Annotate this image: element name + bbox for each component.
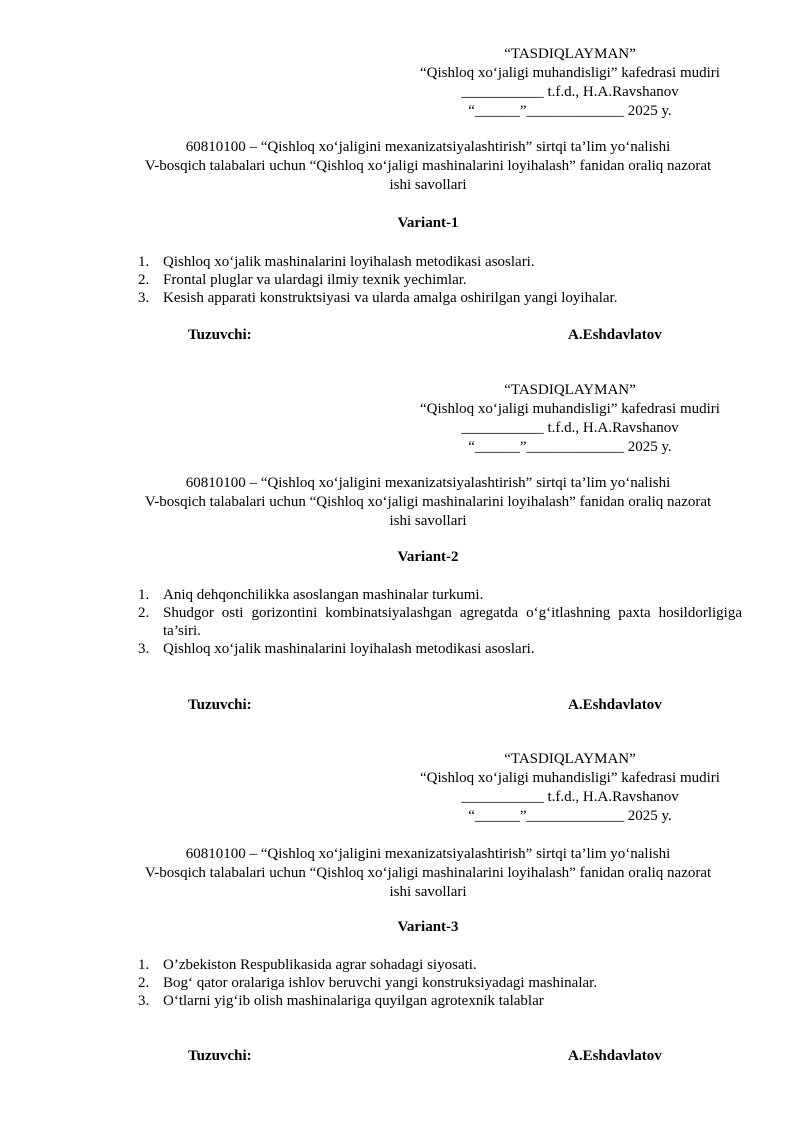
question-item: 1. Aniq dehqonchilikka asoslangan mashinalar turkumi. bbox=[138, 587, 484, 603]
question-text: Frontal pluglar va ulardagi ilmiy texnik yechimlar. bbox=[163, 272, 467, 288]
approval-date-line: “______”_____________ 2025 y. bbox=[468, 439, 672, 455]
signature-name: A.Eshdavlatov bbox=[568, 1048, 662, 1064]
approval-title: “TASDIQLAYMAN” bbox=[504, 46, 636, 62]
topic-line-1: 60810100 – “Qishloq xo‘jaligini mexanizatsiyalashtirish” sirtqi ta’lim yo‘nalishi bbox=[185, 139, 671, 155]
question-list bbox=[116, 956, 742, 1010]
question-text: Qishloq xo‘jalik mashinalarini loyihalash metodikasi asoslari. bbox=[163, 254, 535, 270]
signature-name: A.Eshdavlatov bbox=[568, 327, 662, 343]
topic-line-3: ishi savollari bbox=[389, 513, 467, 529]
topic-line-2: V-bosqich talabalari uchun “Qishloq xo‘jaligi mashinalarini loyihalash” fanidan oraliq nazorat bbox=[144, 865, 712, 881]
exam-topic bbox=[110, 845, 746, 902]
exam-topic bbox=[110, 138, 746, 195]
question-text: Bog‘ qator oralariga ishlov beruvchi yangi konstruksiyadagi mashinalar. bbox=[163, 975, 598, 991]
question-item: 3. Qishloq xo‘jalik mashinalarini loyihalash metodikasi asoslari. bbox=[138, 641, 535, 657]
topic-line-1: 60810100 – “Qishloq xo‘jaligini mexanizatsiyalashtirish” sirtqi ta’lim yo‘nalishi bbox=[185, 475, 671, 491]
approval-block bbox=[380, 45, 760, 121]
question-item: 1. Qishloq xo‘jalik mashinalarini loyihalash metodikasi asoslari. bbox=[138, 254, 535, 270]
approval-signature-line: ___________ t.f.d., H.A.Ravshanov bbox=[461, 420, 679, 436]
approval-title: “TASDIQLAYMAN” bbox=[504, 382, 636, 398]
topic-line-1: 60810100 – “Qishloq xo‘jaligini mexanizatsiyalashtirish” sirtqi ta’lim yo‘nalishi bbox=[185, 846, 671, 862]
question-item: 2. Bog‘ qator oralariga ishlov beruvchi yangi konstruksiyadagi mashinalar. bbox=[138, 975, 598, 991]
question-text: O’zbekiston Respublikasida agrar sohadagi siyosati. bbox=[163, 957, 477, 973]
signature-label: Tuzuvchi: bbox=[188, 1048, 252, 1064]
variant-title: Variant-1 bbox=[397, 215, 459, 231]
variant-title: Variant-2 bbox=[397, 549, 459, 565]
signature-label: Tuzuvchi: bbox=[188, 697, 252, 713]
topic-line-2: V-bosqich talabalari uchun “Qishloq xo‘jaligi mashinalarini loyihalash” fanidan oraliq nazorat bbox=[144, 494, 712, 510]
signature-name: A.Eshdavlatov bbox=[568, 697, 662, 713]
topic-line-3: ishi savollari bbox=[389, 177, 467, 193]
approval-signature-line: ___________ t.f.d., H.A.Ravshanov bbox=[461, 789, 679, 805]
question-item: 1. O’zbekiston Respublikasida agrar sohadagi siyosati. bbox=[138, 957, 477, 973]
approval-department-head: “Qishloq xo‘jaligi muhandisligi” kafedrasi mudiri bbox=[420, 401, 720, 417]
question-item: 3. Kesish apparati konstruktsiyasi va ularda amalga oshirilgan yangi loyihalar. bbox=[138, 290, 618, 306]
topic-line-2: V-bosqich talabalari uchun “Qishloq xo‘jaligi mashinalarini loyihalash” fanidan oraliq nazorat bbox=[144, 158, 712, 174]
question-list bbox=[116, 586, 742, 658]
question-item: 3. O‘tlarni yig‘ib olish mashinalariga quyilgan agrotexnik talablar bbox=[138, 993, 544, 1009]
variant-title: Variant-3 bbox=[397, 919, 459, 935]
question-item: 2. Frontal pluglar va ulardagi ilmiy texnik yechimlar. bbox=[138, 272, 467, 288]
topic-line-3: ishi savollari bbox=[389, 884, 467, 900]
approval-department-head: “Qishloq xo‘jaligi muhandisligi” kafedrasi mudiri bbox=[420, 65, 720, 81]
question-text: O‘tlarni yig‘ib olish mashinalariga quyilgan agrotexnik talablar bbox=[163, 993, 544, 1009]
question-list bbox=[116, 253, 742, 307]
question-text: Aniq dehqonchilikka asoslangan mashinalar turkumi. bbox=[163, 587, 484, 603]
approval-block bbox=[380, 381, 760, 457]
approval-block bbox=[380, 750, 760, 826]
question-text: Kesish apparati konstruktsiyasi va ularda amalga oshirilgan yangi loyihalar. bbox=[163, 290, 618, 306]
approval-date-line: “______”_____________ 2025 y. bbox=[468, 808, 672, 824]
exam-topic bbox=[110, 474, 746, 531]
question-item: 2. Shudgor osti gorizontini kombinatsiyalashgan agregatda o‘g‘itlashning paxta hosildorligiga ta’siri. bbox=[138, 605, 742, 639]
approval-title: “TASDIQLAYMAN” bbox=[504, 751, 636, 767]
question-text: Qishloq xo‘jalik mashinalarini loyihalash metodikasi asoslari. bbox=[163, 641, 535, 657]
question-text: Shudgor osti gorizontini kombinatsiyalashgan agregatda o‘g‘itlashning paxta hosildorligiga ta’siri. bbox=[163, 605, 742, 639]
approval-signature-line: ___________ t.f.d., H.A.Ravshanov bbox=[461, 84, 679, 100]
approval-date-line: “______”_____________ 2025 y. bbox=[468, 103, 672, 119]
approval-department-head: “Qishloq xo‘jaligi muhandisligi” kafedrasi mudiri bbox=[420, 770, 720, 786]
signature-label: Tuzuvchi: bbox=[188, 327, 252, 343]
